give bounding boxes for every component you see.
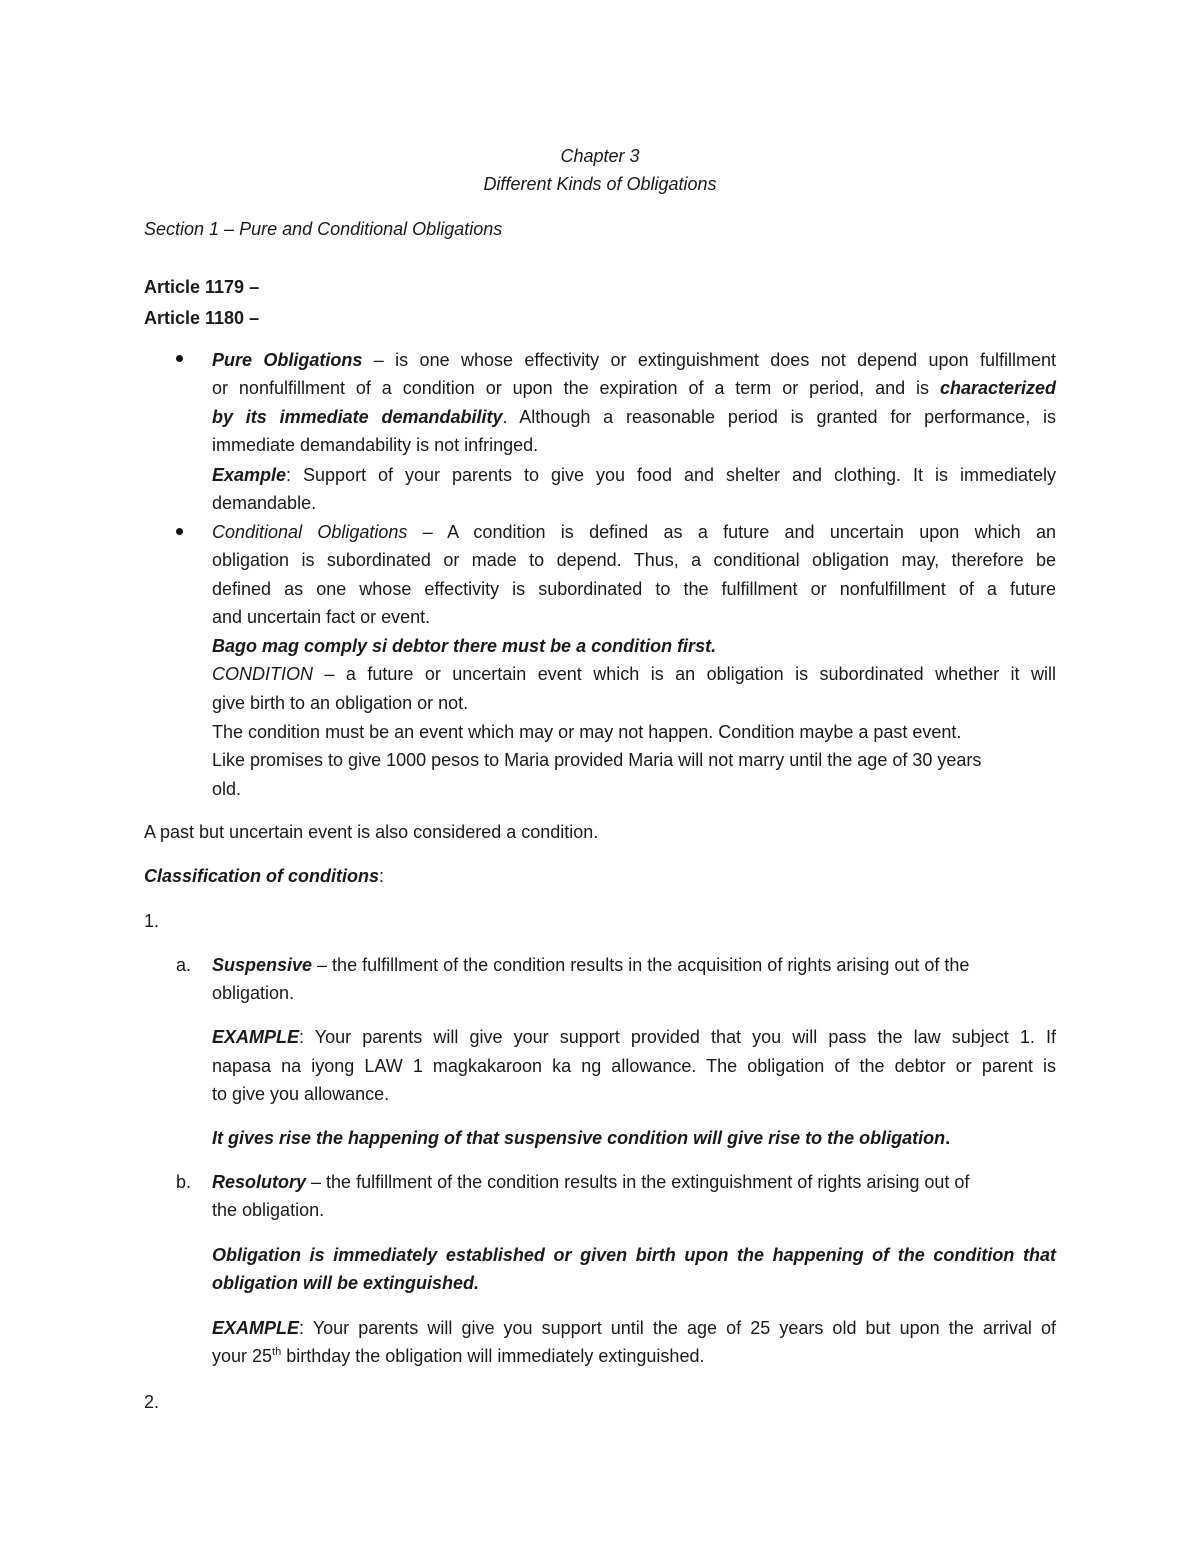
suspensive-example-3: to give you allowance. (212, 1084, 390, 1104)
suspensive-note: It gives rise the happening of that suspensive condition will give rise to the obligation. (212, 1128, 951, 1148)
suspensive-line-1: Suspensive – the fulfillment of the condition results in the acquisition of rights arising out of the (212, 955, 970, 975)
pure-line-3: by its immediate demandability. Although a reasonable period is granted for performance, is (212, 407, 1056, 427)
resolutory-line-2: the obligation. (212, 1200, 325, 1220)
pure-line-4: immediate demandability is not infringed. (212, 435, 539, 455)
article-1180-heading: Article 1180 – (144, 308, 260, 328)
list-letter-a: a. (176, 955, 192, 975)
pure-line-6: demandable. (212, 493, 317, 513)
pure-line-2: or nonfulfillment of a condition or upon the expiration of a term or period, and is characterized (212, 378, 1056, 398)
list-letter-b: b. (176, 1172, 192, 1192)
list-number-1: 1. (144, 911, 160, 931)
conditional-line-10: old. (212, 779, 242, 799)
chapter-title: Different Kinds of Obligations (483, 174, 717, 194)
classification-heading: Classification of conditions: (144, 866, 385, 886)
past-event-paragraph: A past but uncertain event is also considered a condition. (144, 822, 599, 842)
suspensive-term: Suspensive (212, 955, 313, 975)
bullet-icon (176, 528, 183, 535)
conditional-note: Bago mag comply si debtor there must be a condition first. (212, 636, 717, 656)
article-1179-heading: Article 1179 – (144, 277, 260, 297)
conditional-line-8: The condition must be an event which may or may not happen. Condition maybe a past event. (212, 722, 962, 742)
conditional-line-2: obligation is subordinated or made to depend. Thus, a conditional obligation may, therefore be (212, 550, 1056, 570)
resolutory-example-2: your 25th birthday the obligation will immediately extinguished. (212, 1346, 705, 1366)
resolutory-term: Resolutory (212, 1172, 307, 1192)
conditional-line-7: give birth to an obligation or not. (212, 693, 469, 713)
conditional-line-1: Conditional Obligations – A condition is defined as a future and uncertain upon which an (212, 522, 1056, 542)
condition-definition: CONDITION – a future or uncertain event which is an obligation is subordinated whether it will (212, 664, 1056, 684)
resolutory-example: EXAMPLE: Your parents will give you support until the age of 25 years old but upon the arrival of (212, 1318, 1056, 1338)
conditional-line-4: and uncertain fact or event. (212, 607, 431, 627)
conditional-line-9: Like promises to give 1000 pesos to Maria provided Maria will not marry until the age of 30 years (212, 750, 982, 770)
list-number-2: 2. (144, 1392, 160, 1412)
pure-example: Example: Support of your parents to give you food and shelter and clothing. It is immediately (212, 465, 1056, 485)
pure-line-1: Pure Obligations – is one whose effectivity or extinguishment does not depend upon fulfillment (212, 350, 1056, 370)
section-heading: Section 1 – Pure and Conditional Obligations (144, 219, 503, 239)
resolutory-note-1: Obligation is immediately established or given birth upon the happening of the condition that (212, 1245, 1056, 1265)
bullet-icon (176, 355, 183, 362)
suspensive-example-2: napasa na iyong LAW 1 magkakaroon ka ng allowance. The obligation of the debtor or parent is (212, 1056, 1056, 1076)
suspensive-line-2: obligation. (212, 983, 295, 1003)
suspensive-example: EXAMPLE: Your parents will give your support provided that you will pass the law subject 1. If (212, 1027, 1056, 1047)
resolutory-line-1: Resolutory – the fulfillment of the condition results in the extinguishment of rights arising out of (212, 1172, 970, 1192)
resolutory-note-2: obligation will be extinguished. (212, 1273, 480, 1293)
pure-term: Pure Obligations (212, 350, 363, 370)
chapter-heading: Chapter 3 (560, 146, 640, 166)
conditional-line-3: defined as one whose effectivity is subordinated to the fulfillment or nonfulfillment of a future (212, 579, 1056, 599)
conditional-term: Conditional Obligations (212, 522, 408, 542)
